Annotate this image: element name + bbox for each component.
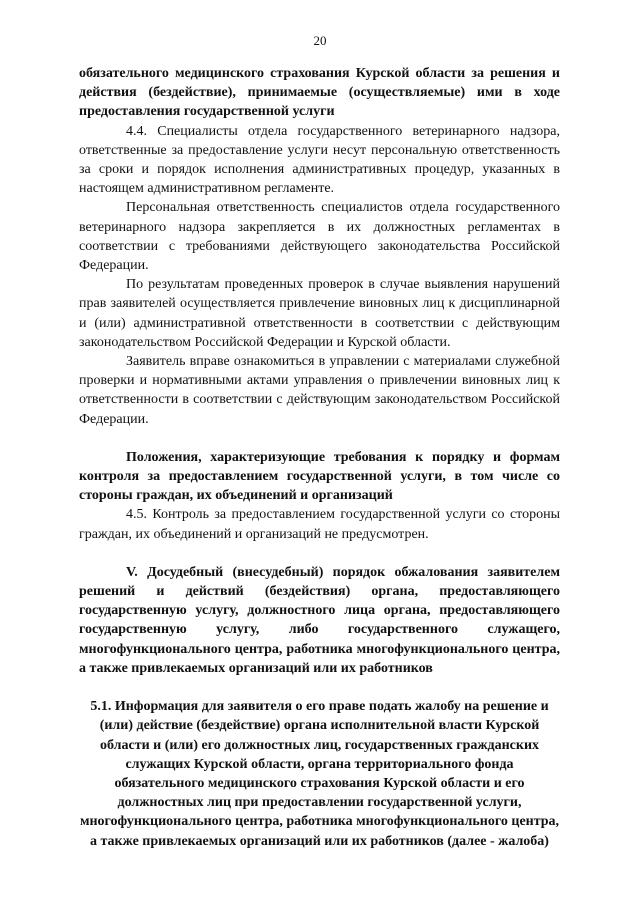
heading-control-requirements: Положения, характеризующие требования к порядку и формам контроля за предоставлением государственной услуги, в том числе со стороны граждан, их объединений и организаций: [79, 449, 560, 504]
paragraph-personal-responsibility: Персональная ответственность специалистов отдела государственного ветеринарного надзора закрепляется в их должностных регламентах в соответствии с требованиями действующего законодательства Российской Федерации.: [79, 200, 560, 274]
heading-5-1: 5.1. Информация для заявителя о его праве подать жалобу на решение и (или) действие (бездействие) органа исполнительной власти Курской области и (или) его должностных лиц, государственных гражданских служащих Курской области, органа территориального фонда обязательного медицинского страхования Курской области и его должностных лиц при предоставлении государственной услуги, многофункционального центра, работника многофункционального центра, а также привлекаемых организаций или их работников (далее - жалоба): [79, 699, 560, 849]
paragraph-continuation: обязательного медицинского страхования Курской области за решения и действия (бездействие), принимаемые (осуществляемые) ими в ходе предоставления государственной услуги: [79, 66, 560, 120]
paragraph-applicant-rights: Заявитель вправе ознакомиться в управлении с материалами служебной проверки и нормативными актами управления о привлечении виновных лиц к ответственности в соответствии с действующим законодательством Российской Федерации.: [79, 354, 560, 427]
heading-section-v: V. Досудебный (внесудебный) порядок обжалования заявителем решений и действий (бездействия) органа, предоставляющего государственную услугу, должностного лица органа, предоставляющего государственную услугу, либо государственного служащего, многофункционального центра, работника многофункционального центра, а также привлекаемых организаций или их работников: [79, 564, 560, 676]
paragraph-4-5: 4.5. Контроль за предоставлением государственной услуги со стороны граждан, их объединений и организаций не предусмотрен.: [79, 507, 560, 542]
document-body: [79, 64, 560, 851]
paragraph-4-4: 4.4. Специалисты отдела государственного ветеринарного надзора, ответственные за предоставление услуги несут персональную ответственность за сроки и порядок исполнения административных процедур, указанных в настоящем административном регламенте.: [79, 123, 560, 197]
page-number: 20: [313, 33, 327, 48]
paragraph-inspection-results: По результатам проведенных проверок в случае выявления нарушений прав заявителей осуществляется привлечение виновных лиц к дисциплинарной и (или) административной ответственности в соответствии с действующим законодательством Российской Федерации и Курской области.: [79, 277, 560, 350]
